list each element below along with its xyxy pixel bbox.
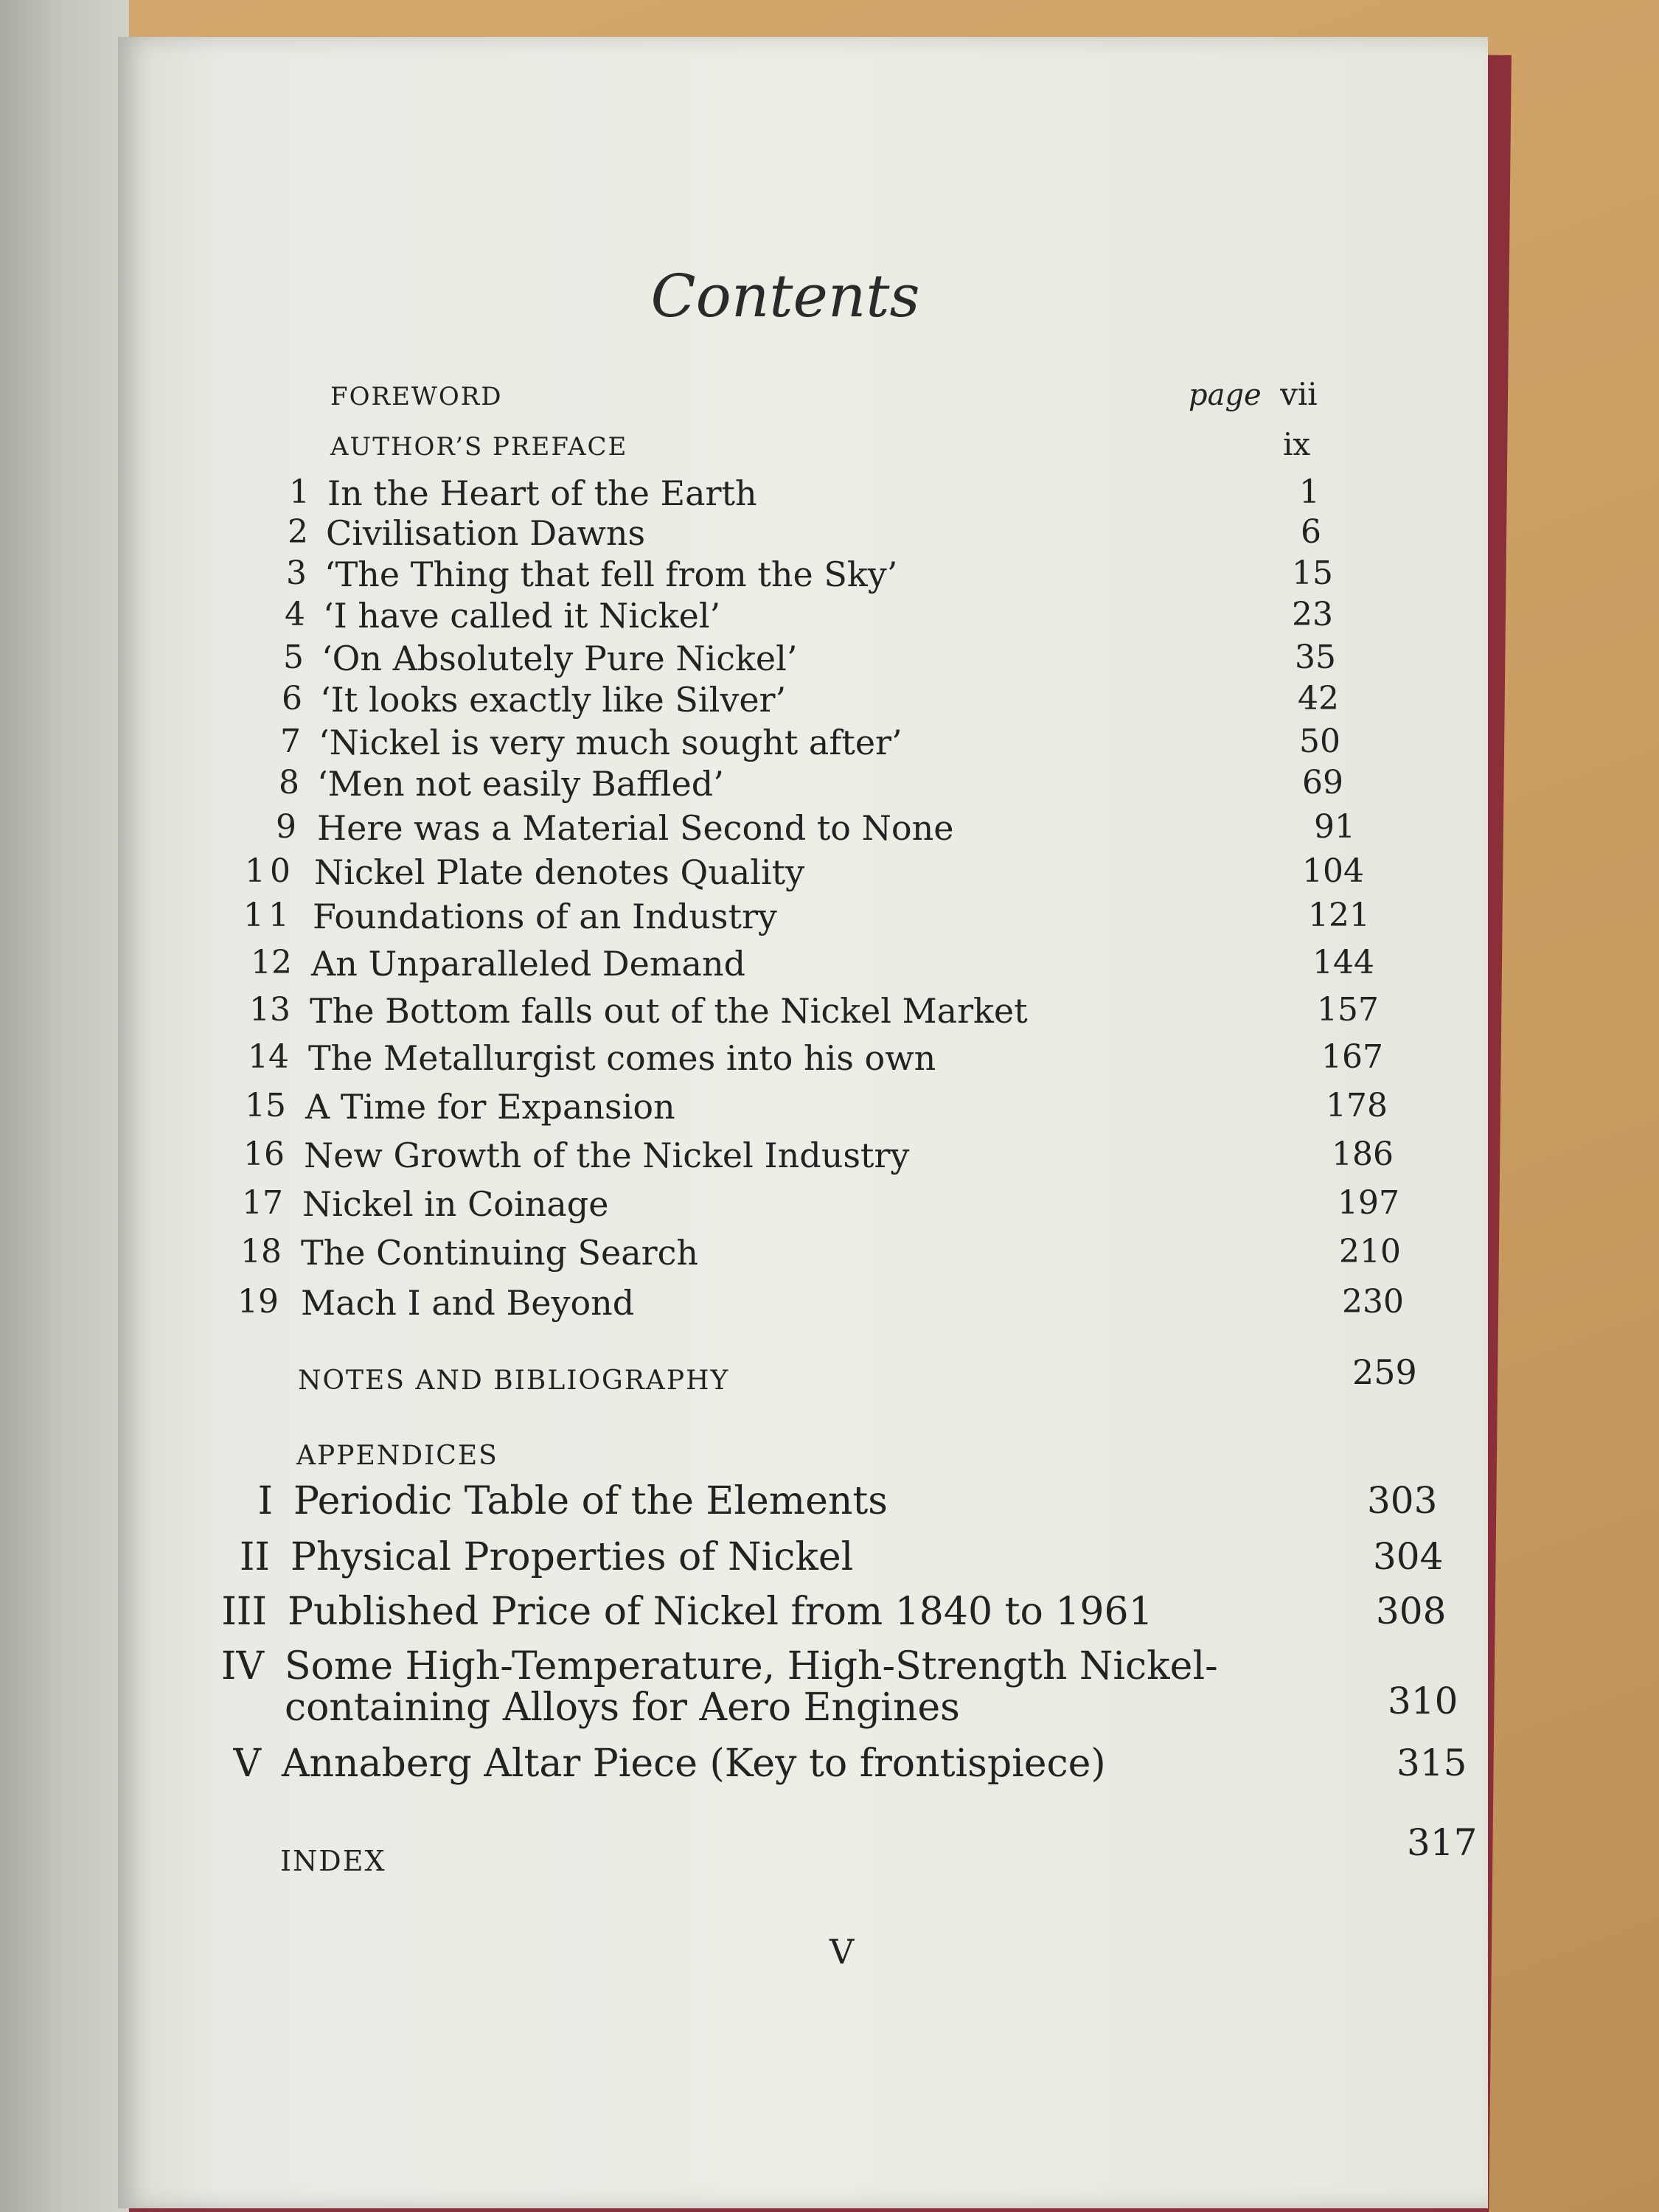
chapter-title: A Time for Expansion — [305, 1087, 675, 1127]
page-word: page — [1189, 378, 1262, 412]
chapter-number: 6 — [282, 680, 302, 717]
chapter-page: 23 — [1292, 596, 1333, 633]
chapter-page: 230 — [1342, 1283, 1404, 1321]
chapter-page: 6 — [1301, 513, 1321, 551]
chapter-title: ‘Men not easily Baffled’ — [317, 764, 724, 804]
appendix-title-continued: containing Alloys for Aero Engines — [285, 1686, 960, 1730]
chapter-page: 121 — [1308, 897, 1370, 934]
foreword-label: FOREWORD — [330, 382, 503, 411]
chapter-page: 197 — [1338, 1184, 1399, 1222]
chapter-title: An Unparalleled Demand — [311, 944, 746, 984]
chapter-page: 15 — [1292, 554, 1333, 592]
chapter-title: The Bottom falls out of the Nickel Market — [310, 991, 1028, 1031]
appendix-title: Published Price of Nickel from 1840 to 1961 — [288, 1590, 1153, 1634]
chapter-page: 1 — [1299, 473, 1320, 511]
chapter-title: Here was a Material Second to None — [317, 808, 954, 848]
chapter-page: 69 — [1302, 764, 1343, 801]
preface-label: AUTHOR’S PREFACE — [330, 432, 628, 462]
chapter-page: 210 — [1339, 1233, 1401, 1270]
foreword-page — [1189, 376, 1318, 412]
appendix-title: Periodic Table of the Elements — [293, 1479, 888, 1523]
appendix-number: I — [257, 1479, 273, 1523]
page-number-footer: V — [830, 1932, 855, 1972]
index-page: 317 — [1407, 1821, 1478, 1864]
chapter-page: 167 — [1321, 1038, 1383, 1076]
chapter-title: ‘Nickel is very much sought after’ — [319, 723, 902, 762]
chapter-number: 9 — [276, 808, 296, 846]
chapter-title: Nickel Plate denotes Quality — [314, 852, 805, 892]
appendix-number: V — [233, 1742, 261, 1786]
chapter-title: Foundations of an Industry — [313, 897, 777, 936]
chapter-number: 19 — [237, 1283, 279, 1321]
chapter-page: 144 — [1312, 944, 1374, 981]
appendix-page: 303 — [1367, 1479, 1438, 1522]
appendix-number: II — [239, 1535, 270, 1579]
chapter-title: Civilisation Dawns — [326, 513, 646, 553]
chapter-number: 2 — [288, 513, 308, 551]
chapter-number: 11 — [243, 897, 293, 934]
index-label: INDEX — [280, 1845, 386, 1877]
chapter-page: 186 — [1332, 1135, 1394, 1173]
notes-label: NOTES AND BIBLIOGRAPHY — [298, 1366, 730, 1396]
chapter-page: 157 — [1317, 991, 1379, 1029]
appendix-page: 310 — [1388, 1680, 1458, 1722]
appendix-number: IV — [220, 1644, 264, 1688]
chapter-number: 17 — [242, 1184, 283, 1222]
appendix-page: 304 — [1373, 1535, 1444, 1578]
preface-page: ix — [1283, 426, 1311, 462]
chapter-title: In the Heart of the Earth — [327, 473, 757, 513]
chapter-title: The Metallurgist comes into his own — [308, 1038, 936, 1078]
chapter-number: 1 — [289, 473, 310, 511]
chapter-number: 5 — [283, 639, 304, 676]
chapter-number: 4 — [285, 596, 305, 633]
chapter-title: The Continuing Search — [301, 1233, 699, 1273]
chapter-number: 15 — [245, 1087, 286, 1124]
page-title: Contents — [650, 262, 920, 330]
chapter-page: 178 — [1326, 1087, 1388, 1124]
chapter-title: ‘On Absolutely Pure Nickel’ — [321, 639, 798, 678]
chapter-title: Nickel in Coinage — [302, 1184, 609, 1224]
appendix-page: 315 — [1397, 1742, 1467, 1784]
chapter-title: ‘The Thing that fell from the Sky’ — [324, 554, 898, 594]
chapter-number: 7 — [280, 723, 301, 760]
chapter-number: 12 — [251, 944, 292, 981]
chapter-number: 10 — [245, 852, 295, 890]
appendix-title: Some High-Temperature, High-Strength Nickel- — [285, 1644, 1218, 1688]
chapter-page: 50 — [1299, 723, 1340, 760]
chapter-number: 16 — [243, 1135, 285, 1173]
chapter-number: 14 — [248, 1038, 289, 1076]
chapter-title: ‘It looks exactly like Silver’ — [320, 680, 787, 720]
chapter-title: ‘I have called it Nickel’ — [323, 596, 721, 636]
chapter-number: 13 — [249, 991, 291, 1029]
chapter-number: 8 — [279, 764, 299, 801]
appendices-heading: APPENDICES — [296, 1441, 498, 1471]
chapter-title: New Growth of the Nickel Industry — [304, 1135, 910, 1175]
chapter-page: 91 — [1314, 808, 1355, 846]
chapter-number: 18 — [240, 1233, 282, 1270]
appendix-title: Physical Properties of Nickel — [291, 1535, 854, 1579]
appendix-page: 308 — [1376, 1590, 1447, 1632]
notes-page: 259 — [1352, 1352, 1417, 1392]
appendix-title: Annaberg Altar Piece (Key to frontispiece) — [282, 1742, 1106, 1786]
appendix-number: III — [221, 1590, 267, 1634]
foreword-page-number: vii — [1280, 376, 1318, 412]
chapter-page: 35 — [1295, 639, 1336, 676]
chapter-number: 3 — [286, 554, 307, 592]
chapter-title: Mach I and Beyond — [301, 1283, 635, 1323]
chapter-page: 104 — [1302, 852, 1364, 890]
chapter-page: 42 — [1298, 680, 1339, 717]
